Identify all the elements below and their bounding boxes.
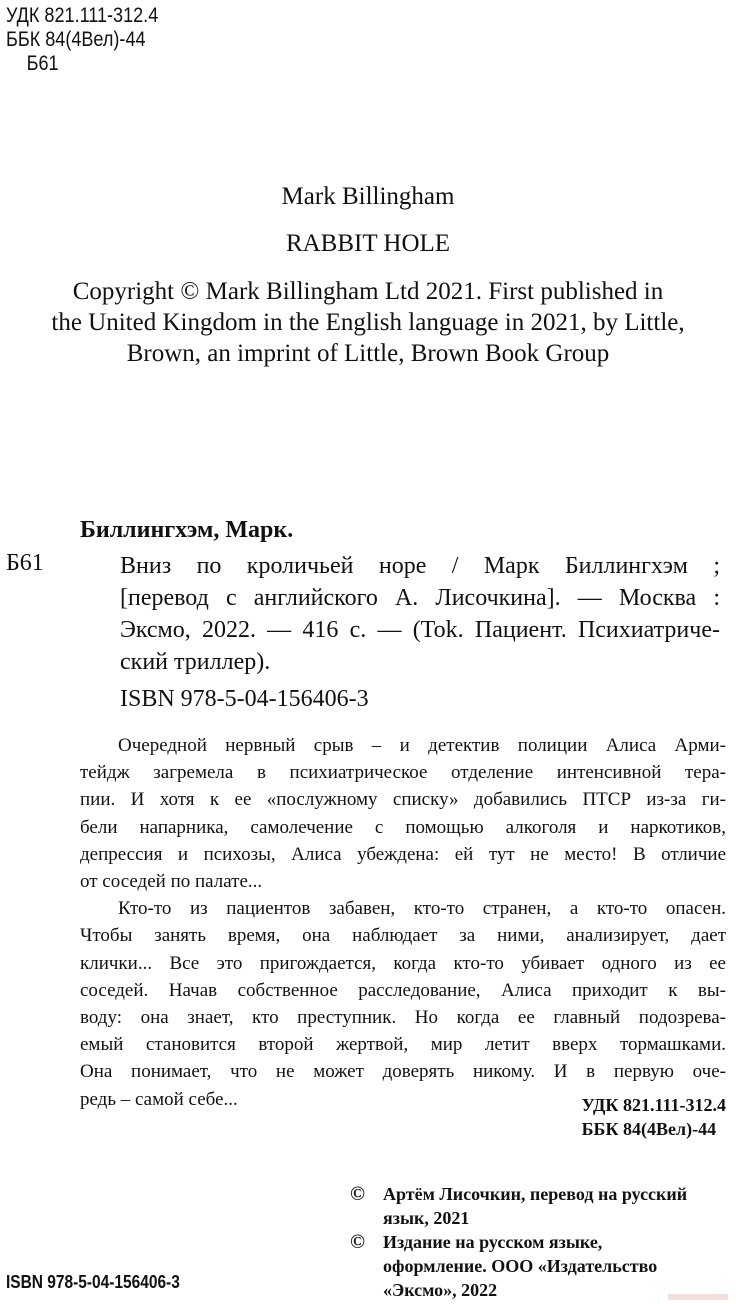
annotation-line: емый становится второй жертвой, мир летит вверх тормашками. (80, 1034, 726, 1056)
annotation-line: Очередной нервный срыв – и детектив полиции Алиса Арми- (118, 735, 726, 756)
copyright-text-line: Издание на русском языке, (383, 1232, 603, 1252)
bottom-udk: УДК 821.111-312.4 (581, 1095, 726, 1115)
scan-edge-mark (668, 1294, 728, 1300)
annotation-line: Она понимает, что не может доверять никому. И в первую оче- (80, 1061, 726, 1083)
description-line: Вниз по кроличьей норе / Марк Биллингхэм ; (120, 553, 720, 579)
top-bbk: ББК 84(4Вел)-44 (6, 28, 146, 51)
top-code: Б61 (26, 52, 59, 75)
bibliographic-description (120, 550, 720, 678)
copyright-text-line: язык, 2021 (383, 1208, 470, 1228)
annotation-line: Чтобы занять время, она наблюдает за ними, анализирует, дает (80, 925, 726, 947)
copyright-line: Brown, an imprint of Little, Brown Book Group (126, 340, 610, 367)
copyright-entry-edition (350, 1230, 687, 1302)
catalog-author: Биллингхэм, Марк. (80, 517, 294, 543)
copyright-icon: © (350, 1183, 365, 1205)
description-line: ский триллер). (120, 649, 271, 675)
annotation-line: депрессия и психозы, Алиса убеждена: ей тут не место! В отличие (80, 843, 726, 865)
annotation-line: Кто-то из пациентов забавен, кто-то странен, а кто-то опасен. (118, 898, 726, 920)
description-line: [перевод с английского А. Лисочкина]. — Москва : (120, 585, 720, 611)
copyright-line: Copyright © Mark Billingham Ltd 2021. First published in (72, 278, 664, 305)
russian-copyright (350, 1182, 687, 1302)
original-title: RABBIT HOLE (285, 230, 451, 257)
annotation-line: бели напарника, самолечение с помощью алкоголя и наркотиков, (80, 816, 726, 838)
copyright-text-line: оформление. ООО «Издательство (383, 1256, 658, 1276)
top-udk: УДК 821.111-312.4 (6, 4, 159, 27)
annotation-line: воду: она знает, кто преступник. Но когда ее главный подозрева- (80, 1007, 726, 1029)
copyright-icon: © (350, 1231, 365, 1253)
annotation (80, 732, 726, 1113)
bottom-isbn (6, 1272, 208, 1293)
copyright-text-line: Артём Лисочкин, перевод на русский (383, 1184, 688, 1204)
annotation-line: пии. И хотя к ее «послужному списку» добавились ПТСР из-за ги- (80, 789, 726, 811)
annotation-line: от соседей по палате... (80, 871, 263, 893)
copyright-text-line: «Эксмо», 2022 (383, 1280, 498, 1300)
bottom-catalog-codes (582, 1093, 726, 1141)
annotation-line: соседей. Начав собственное расследование, Алиса приходит к вы- (80, 979, 726, 1001)
top-catalog-codes (6, 4, 183, 76)
copyright-line: the United Kingdom in the English language in 2021, by Little, (51, 309, 685, 336)
annotation-line: тейдж загремела в психиатрическое отделение интенсивной тера- (80, 762, 726, 784)
annotation-line: редь – самой себе... (80, 1088, 238, 1110)
catalog-code: Б61 (6, 550, 44, 576)
original-copyright (0, 276, 736, 369)
description-line: Эксмо, 2022. — 416 с. — (Tok. Пациент. Психиатриче- (120, 617, 720, 643)
bottom-isbn-text: ISBN 978-5-04-156406-3 (6, 1272, 180, 1292)
original-author: Mark Billingham (281, 183, 455, 210)
copyright-entry-translation (350, 1182, 687, 1230)
catalog-isbn: ISBN 978-5-04-156406-3 (120, 686, 369, 712)
annotation-line: клички... Все это пригождается, когда кто-то убивает одного из ее (80, 952, 726, 974)
bottom-bbk: ББК 84(4Вел)-44 (581, 1119, 717, 1139)
